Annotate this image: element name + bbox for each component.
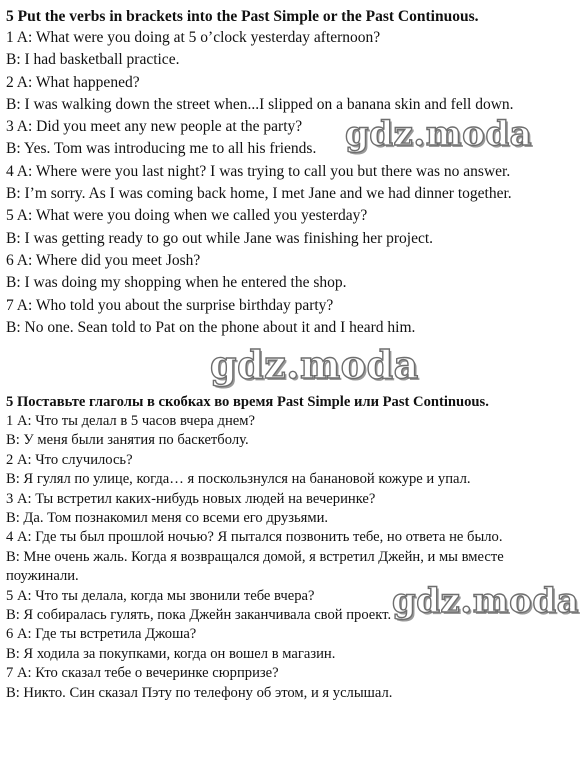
dialogue-line: 1 A: What were you doing at 5 o’clock yesterday afternoon? bbox=[6, 29, 381, 46]
exercise-heading-en: 5 Put the verbs in brackets into the Past Simple or the Past Continuous. bbox=[6, 8, 479, 25]
dialogue-line: 3 A: Did you meet any new people at the party? bbox=[6, 118, 303, 136]
dialogue-line: 3 А: Ты встретил каких-нибудь новых людей на вечеринке? bbox=[6, 490, 376, 507]
english-exercise bbox=[6, 6, 581, 339]
dialogue-line: В: Да. Том познакомил меня со всеми его друзьями. bbox=[6, 510, 329, 527]
dialogue-line: 7 A: Who told you about the surprise birthday party? bbox=[6, 296, 334, 314]
dialogue-line: 1 А: Что ты делал в 5 часов вчера днем? bbox=[6, 413, 255, 429]
dialogue-line: В: Я собиралась гулять, пока Джейн заканчивала свой проект. bbox=[6, 607, 392, 624]
dialogue-line: B: I was doing my shopping when he entered the shop. bbox=[6, 274, 347, 292]
dialogue-line: B: I’m sorry. As I was coming back home, I met Jane and we had dinner together. bbox=[6, 185, 512, 203]
dialogue-line: B: Yes. Tom was introducing me to all his friends. bbox=[6, 140, 317, 158]
dialogue-line: 7 А: Кто сказал тебе о вечеринке сюрпризе? bbox=[6, 665, 279, 682]
dialogue-line: В: Я гулял по улице, когда… я поскользнулся на банановой кожуре и упал. bbox=[6, 471, 471, 488]
dialogue-line: В: Никто. Син сказал Пэту по телефону об этом, и я услышал. bbox=[6, 684, 393, 701]
dialogue-line: B: I had basketball practice. bbox=[6, 51, 180, 69]
site-watermark: gdz.moda bbox=[210, 342, 419, 387]
dialogue-line: 5 A: What were you doing when we called you yesterday? bbox=[6, 207, 368, 225]
dialogue-line: B: No one. Sean told to Pat on the phone about it and I heard him. bbox=[6, 318, 416, 336]
dialogue-line: 5 А: Что ты делала, когда мы звонили тебе вчера? bbox=[6, 587, 315, 604]
dialogue-line: 2 А: Что случилось? bbox=[6, 451, 133, 468]
dialogue-line: 6 A: Where did you meet Josh? bbox=[6, 251, 201, 269]
dialogue-line: В: Мне очень жаль. Когда я возвращался домой, я встретил Джейн, и мы вместе поужинали. bbox=[6, 548, 504, 585]
dialogue-line: 4 A: Where were you last night? I was trying to call you but there was no answer. bbox=[6, 162, 511, 180]
dialogue-line: B: I was walking down the street when...I slipped on a banana skin and fell down. bbox=[6, 95, 514, 113]
dialogue-line: 4 А: Где ты был прошлой ночью? Я пытался позвонить тебе, но ответа не было. bbox=[6, 529, 503, 546]
dialogue-line: В: Я ходила за покупками, когда он вошел в магазин. bbox=[6, 645, 336, 662]
dialogue-line: 6 А: Где ты встретила Джоша? bbox=[6, 626, 197, 643]
dialogue-line: 2 A: What happened? bbox=[6, 73, 140, 91]
dialogue-line: В: У меня были занятия по баскетболу. bbox=[6, 432, 249, 449]
russian-translation bbox=[6, 393, 581, 703]
exercise-heading-ru: 5 Поставьте глаголы в скобках во время Past Simple или Past Continuous. bbox=[6, 394, 489, 410]
site-watermark: gdz.moda bbox=[392, 581, 580, 621]
dialogue-line: B: I was getting ready to go out while Jane was finishing her project. bbox=[6, 229, 434, 247]
site-watermark: gdz.moda bbox=[345, 114, 533, 154]
